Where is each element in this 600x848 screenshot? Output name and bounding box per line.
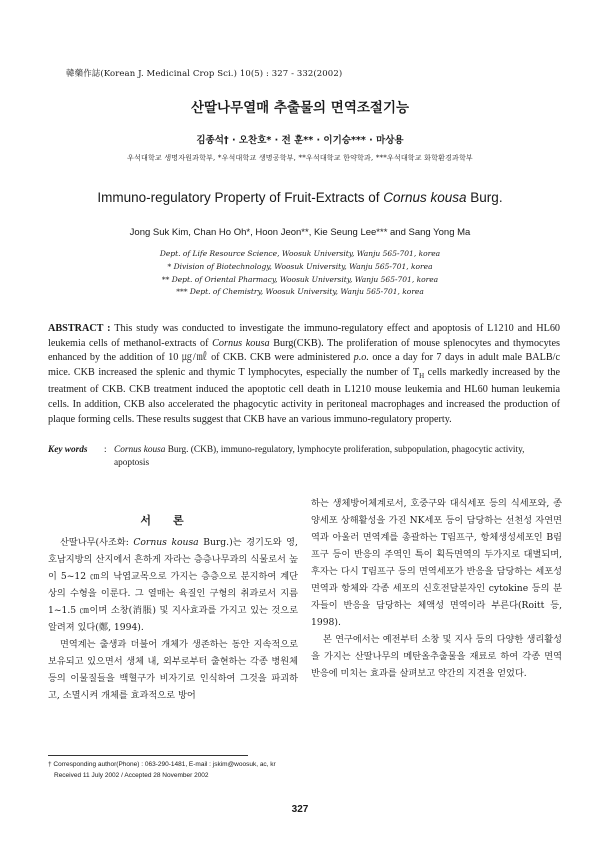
keywords-colon: :	[104, 445, 107, 455]
abstract-po: p.o.	[353, 352, 369, 364]
intro-paragraph	[48, 534, 298, 636]
journal-header: 韓藥作誌(Korean J. Medicinal Crop Sci.) 10(5) : 327 - 332(2002)	[66, 69, 343, 79]
intro-left-column	[48, 534, 298, 704]
keywords	[48, 444, 560, 470]
title-english-species: Cornus kousa	[383, 190, 467, 205]
intro-right-column	[311, 495, 562, 682]
title-korean: 산딸나무열매 추출물의 면역조절기능	[190, 100, 410, 116]
footnote-received: Received 11 July 2002 / Accepted 28 November 2002	[54, 772, 209, 779]
abstract-text: once a day for 7 days in adult male BALB/c mice. CKB increased the splenic and thymic T lymphocytes, especially the number of T	[48, 352, 560, 378]
title-english	[0, 190, 600, 205]
footnote	[48, 759, 548, 781]
intro-paragraph: 하는 생체방어체계로서, 호중구와 대식세포 등의 식세포와, 종양세포 상해활성을 가진 NK세포 등이 담당하는 선천성 자연면역과 아울러 면역계를 총괄하는 T림프구, 항체생성세포인 B림프구 등이 반응의 주역인 특이 획득면역의 두가지로 대별되며, 후자는 다시 T림프구 등의 면역세포가 반응을 담당하는 세포성 면역과 항체와 각종 세포의 신호전달분자인 cytokine 등의 분자들이 반응을 담당하는 체액성 면역이라 부른다(Roitt 등, 1998).	[311, 498, 562, 628]
authors-english: Jong Suk Kim, Chan Ho Oh*, Hoon Jeon**, Kie Seung Lee*** and Sang Yong Ma	[129, 227, 471, 238]
abstract-subscript: H	[419, 371, 425, 380]
title-english-post: Burg.	[466, 190, 503, 205]
footnote-divider	[48, 755, 248, 756]
intro-text: 산딸나무(사조화:	[60, 537, 134, 548]
abstract-text: cells markedly increased by the treatment of CKB. CKB treatment induced the apoptotic cell death in L1210 mouse leukemia and HL60 human leukemia cells. In addition, CKB also accelerated the phagocytic activity in peritoneal macrophages and increased the production of plaque forming cells. These results suggest that CKB have an various immuno-regulatory property.	[48, 366, 560, 425]
affiliation-line: Dept. of Life Resource Science, Woosuk University, Wanju 565-701, korea	[159, 249, 441, 258]
abstract-species: Cornus kousa	[212, 337, 270, 349]
intro-paragraph: 면역계는 출생과 더불어 개체가 생존하는 동안 지속적으로 보유되고 있으면서 생체 내, 외부로부터 출현하는 각종 병원체 등의 이물질들을 백혈구가 비자기로 인식하여 그것을 파괴하고, 소멸시켜 개체를 효과적으로 방어	[48, 639, 298, 701]
abstract-text: Burg(CKB). The proliferation of mouse splenocytes and thymocytes enhanced by the addition of 10 ㎍/㎖ of CKB. CKB were administered	[48, 337, 560, 364]
affiliation-line: *** Dept. of Chemistry, Woosuk University, Wanju 565-701, korea	[176, 287, 424, 297]
title-english-pre: Immuno-regulatory Property of Fruit-Extracts of	[97, 190, 384, 205]
intro-text: Burg.)는 경기도와 영, 호남지방의 산지에서 흔하게 자라는 층층나무과의 식물로서 높이 5~12 ㎝의 낙엽교목으로 가지는 층층으로 분지하여 계단상의 수형을 이룬다. 그 열매는 육질인 구형의 취과로서 지름 1~1.5 ㎝이며 소창(消脹) 및 지사효과를 가지고 있는 것으로 알려져 있다(鄭, 1994).	[48, 537, 298, 633]
intro-species: Cornus kousa	[133, 537, 199, 548]
abstract	[48, 322, 560, 427]
affiliations-korean: 우석대학교 생명자원과학부, *우석대학교 생명공학부, **우석대학교 한약학과, ***우석대학교 화학환경과학부	[127, 154, 473, 162]
affiliation-line: * Division of Biotechnology, Woosuk University, Wanju 565-701, korea	[167, 261, 433, 271]
authors-korean: 김종석† · 오찬호* · 전 훈** · 이기승*** · 마상용	[196, 135, 404, 146]
abstract-text: This study was conducted to investigate the immuno-regulatory effect and apoptosis of L1210 and HL60 leukemia cells of methanol-extracts of	[48, 323, 561, 349]
page-number: 327	[291, 804, 309, 815]
abstract-label: ABSTRACT :	[48, 323, 111, 334]
footnote-corresponding: † Corresponding author(Phone) : 063-290-1481, E-mail : jskim@woosuk, ac, kr	[48, 761, 276, 768]
keywords-list: Burg. (CKB), immuno-regulatory, lymphocyte proliferation, subpopulation, phagocytic activity, apoptosis	[114, 445, 525, 468]
intro-paragraph: 본 연구에서는 예전부터 소창 및 지사 등의 다양한 생리활성을 가지는 산딸나무의 메탄올추출물을 재료로 하여 각종 면역반응에 미치는 효과를 살펴보고 약간의 지견을 얻었다.	[311, 634, 562, 679]
keywords-species: Cornus kousa	[114, 445, 166, 455]
keywords-label: Key words	[48, 445, 88, 455]
section-heading: 서론	[140, 514, 206, 527]
affiliations-english	[0, 248, 600, 299]
affiliation-line: ** Dept. of Oriental Pharmacy, Woosuk University, Wanju 565-701, korea	[161, 274, 439, 284]
keywords-text	[114, 444, 560, 470]
